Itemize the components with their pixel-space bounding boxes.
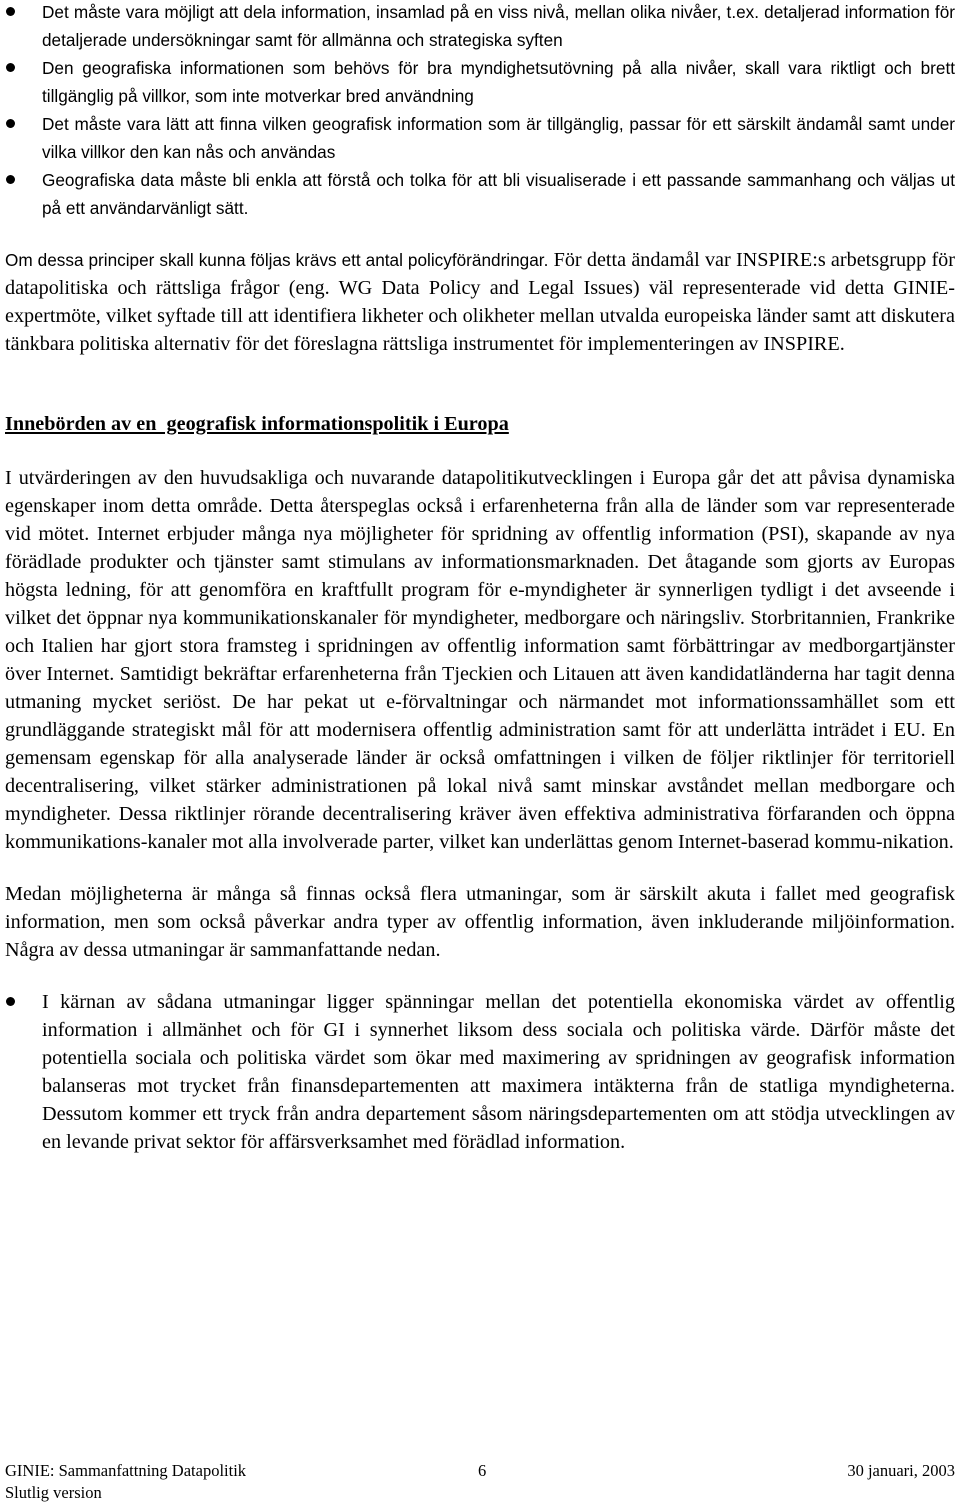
page-footer <box>5 1460 955 1504</box>
section-heading: Innebörden av en geografisk informationspolitik i Europa <box>5 413 509 435</box>
footer-version: Slutlig version <box>5 1483 102 1502</box>
bullet-item <box>5 166 955 222</box>
main-paragraph: I utvärderingen av den huvudsakliga och nuvarande datapolitikutvecklingen i Europa går det att påvisa dynamiska egenskaper inom detta område. Detta återspeglas också i erfarenheterna från alla de länder som var representerade vid mötet. Internet erbjuder många nya möjligheter för spridning av offentlig information (PSI), skapande av nya förädlade produkter och tjänster samt stimulans av informationsmarknaden. Det åtagande som gjorts av Europas högsta ledning, för att genomföra en kraftfullt program för e-myndigheter är synnerligen tydligt i det avseende i vilket det öppnar nya kommunikationskanaler för myndigheter, medborgare och näringsliv. Storbritannien, Frankrike och Italien har gjort stora framsteg i spridningen av offentlig information samt förbättringar av medborgartjänster över Internet. Samtidigt bekräftar erfarenheterna från Tjeckien och Litauen att även kandidatländerna har tagit denna utmaning mycket seriöst. De har pekat ut e-förvaltningar och närmandet mot informationssamhället som ett grundläggande strategiskt mål för att modernisera offentlig administration samt för att underlätta inträdet i EU. En gemensam egenskap för alla analyserade länder är också omfattningen i vilken de följer riktlinjer för territoriell decentralisering, vilket stärker administrationen på lokal nivå samt minskar avståndet mellan medborgare och myndigheter. Dessa riktlinjer rörande decentralisering kräver även effektiva administrativa förfaranden och öppna kommunikations-kanaler mot alla involverade parter, vilket kan underlättas genom Internet-baserad kommu-nikation. <box>5 467 955 853</box>
footer-page-number: 6 <box>478 1461 487 1480</box>
obstacles-bullet-list <box>5 988 955 1156</box>
bullet-item <box>5 110 955 166</box>
policy-paragraph <box>5 246 955 358</box>
bullet-text: I kärnan av sådana utmaningar ligger spänningar mellan det potentiella ekonomiska värdet av offentlig information i allmänhet och för GI i synnerhet liksom dess sociala och politiska värde. Därför måste det potentiella sociala och politiska värdet som ökar med maximering av spridningen av geografisk information balanseras mot trycket från finansdepartementen att maximera intäkterna från de statliga myndigheterna. Dessutom kommer ett tryck från andra departement såsom näringsdepartementen om att stödja utvecklingen av en levande privat sektor för affärsverksamhet med förädlad information. <box>42 991 955 1153</box>
footer-date: 30 januari, 2003 <box>847 1461 955 1480</box>
bullet-item <box>5 988 955 1156</box>
obstacles-paragraph: Medan möjligheterna är många så finnas också flera utmaningar, som är särskilt akuta i fallet med geografisk information, men som också påverkar andra typer av offentlig information, även inkluderande miljöinformation. Några av dessa utmaningar är sammanfattande nedan. <box>5 883 955 961</box>
document-page <box>5 0 955 1156</box>
policy-paragraph-rest: För detta ändamål var INSPIRE:s arbetsgrupp för datapolitiska och rättsliga frågor (eng. WG Data Policy and Legal Issues) väl representerade vid detta GINIE-expertmöte, vilket syftade till att identifiera likheter och olikheter mellan utvalda europeiska länder samt att diskutera tänkbara politiska alternativ för det föreslagna rättsliga instrumentet för implementeringen av INSPIRE. <box>5 249 956 355</box>
principles-bullet-list <box>5 0 955 222</box>
bullet-text: Det måste vara möjligt att dela information, insamlad på en viss nivå, mellan olika nivåer, t.ex. detaljerad information för detaljerade undersökningar samt för allmänna och strategiska syften <box>42 2 955 50</box>
bullet-item <box>5 0 955 54</box>
footer-title: GINIE: Sammanfattning Datapolitik <box>5 1461 247 1480</box>
policy-paragraph-lead: Om dessa principer skall kunna följas krävs ett antal policyförändringar. <box>5 250 549 270</box>
bullet-text: Geografiska data måste bli enkla att förstå och tolka för att bli visualiserade i ett passande sammanhang och väljas ut på ett användarvänligt sätt. <box>42 170 955 218</box>
bullet-text: Det måste vara lätt att finna vilken geografisk information som är tillgänglig, passar för ett särskilt ändamål samt under vilka villkor den kan nås och användas <box>42 114 955 162</box>
bullet-text: Den geografiska informationen som behövs för bra myndighetsutövning på alla nivåer, skall vara riktligt och brett tillgänglig på villkor, som inte motverkar bred användning <box>42 58 955 106</box>
bullet-item <box>5 54 955 110</box>
